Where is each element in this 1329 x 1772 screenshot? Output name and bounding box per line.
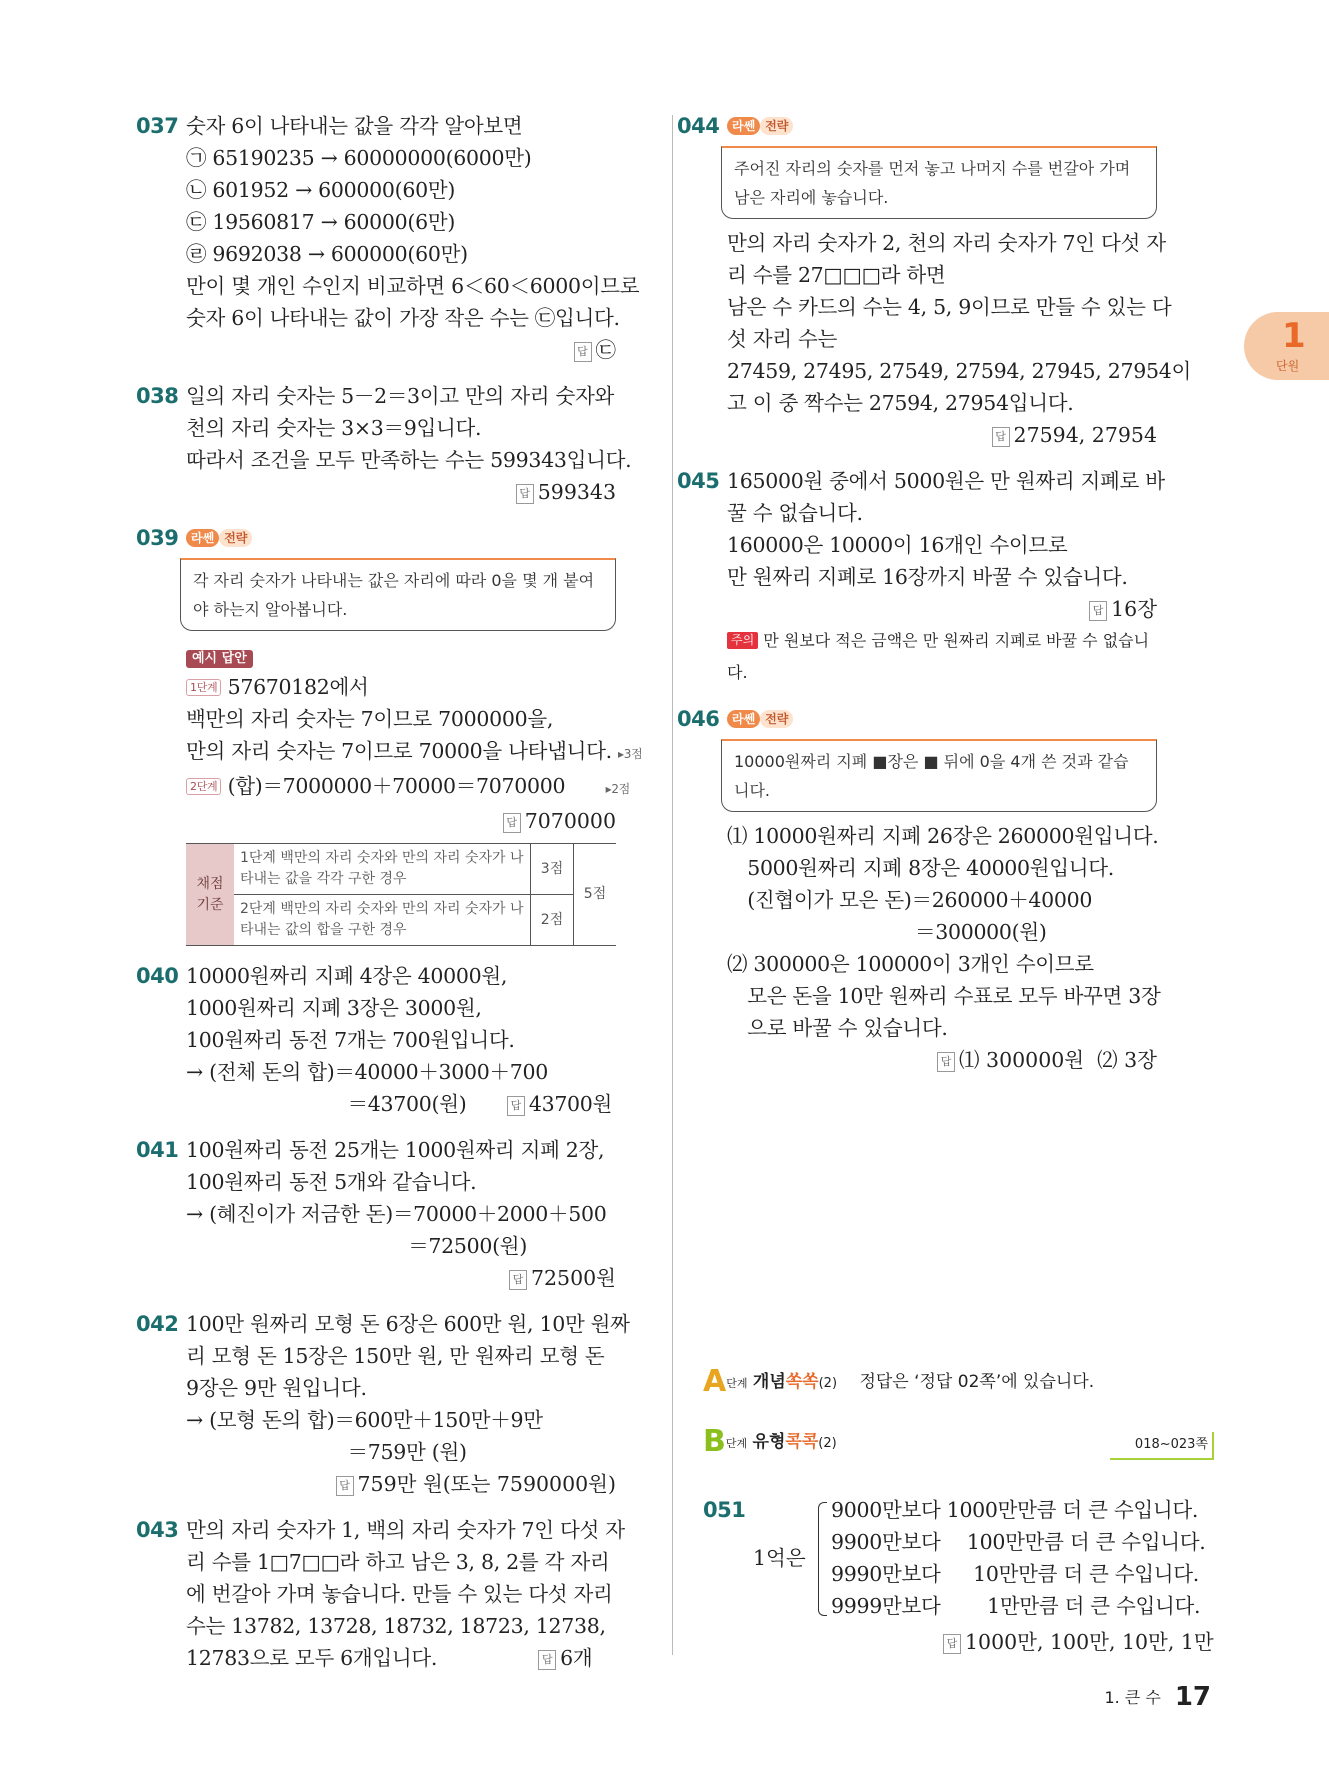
solution-line: 100원짜리 동전 25개는 1000원짜리 지폐 2장, bbox=[186, 1138, 605, 1162]
solution-line: ㉠ 65190235 → 60000000(6000만) bbox=[186, 146, 532, 170]
answer bbox=[943, 1626, 1214, 1658]
step-badge: 1단계 bbox=[186, 679, 221, 696]
section-a-step: 단계 bbox=[726, 1377, 748, 1390]
answer bbox=[186, 1468, 616, 1500]
solution-line: 1000원짜리 지폐 3장은 3000원, bbox=[186, 996, 482, 1020]
problem-044 bbox=[677, 110, 1191, 451]
solution-line: 리 수를 27□□□라 하면 bbox=[727, 263, 946, 287]
solution-line: 12783으로 모두 6개입니다. 답 6개 bbox=[186, 1646, 593, 1670]
answer-value: 599343 bbox=[537, 480, 616, 504]
answer-value: 16장 bbox=[1111, 597, 1157, 621]
section-a-text: 정답은 ‘정답 02쪽’에 있습니다. bbox=[859, 1372, 1095, 1392]
problem-038 bbox=[136, 380, 632, 508]
solution-line: 5000원짜리 지폐 8장은 40000원입니다. bbox=[727, 856, 1115, 880]
answer-icon: 답 bbox=[943, 1634, 961, 1654]
solution-line: 만이 몇 개인 수인지 비교하면 6＜60＜6000이므로 bbox=[186, 274, 640, 298]
solution-line: 만의 자리 숫자는 7이므로 70000을 나타냅니다. ▸3점 bbox=[186, 739, 643, 763]
solution-line: 숫자 6이 나타내는 값이 가장 작은 수는 ㉢입니다. bbox=[186, 306, 620, 330]
solution-line: → (모형 돈의 합)＝600만＋150만＋9만 bbox=[186, 1408, 543, 1432]
problem-045 bbox=[677, 465, 1165, 689]
solution-line: 100원짜리 동전 7개는 700원입니다. bbox=[186, 1028, 515, 1052]
solution-line: ⑴ 10000원짜리 지폐 26장은 260000원입니다. bbox=[727, 824, 1159, 848]
answer-icon: 답 bbox=[336, 1476, 354, 1496]
solution-line: 160000은 10000이 16개인 수이므로 bbox=[727, 533, 1068, 557]
right-column bbox=[677, 110, 1191, 1090]
chapter-tab bbox=[1244, 312, 1329, 380]
answer-value: 72500원 bbox=[530, 1266, 616, 1290]
answer-icon: 답 bbox=[503, 813, 521, 833]
solution-line: 모은 돈을 10만 원짜리 수표로 모두 바꾸면 3장 bbox=[727, 984, 1161, 1008]
problem-039 bbox=[136, 522, 643, 946]
answer-icon: 답 bbox=[509, 1270, 527, 1290]
solution-line: 10000원짜리 지폐 4장은 40000원, bbox=[186, 964, 508, 988]
section-b-step: 단계 bbox=[725, 1437, 748, 1450]
strategy-box bbox=[721, 146, 1157, 219]
points: ▸2점 bbox=[605, 782, 630, 796]
answer bbox=[727, 1044, 1157, 1076]
answer-icon: 답 bbox=[507, 1096, 525, 1116]
solution-line: 27459, 27495, 27549, 27594, 27945, 27954이 bbox=[727, 359, 1191, 383]
solution-line: 만의 자리 숫자가 1, 백의 자리 숫자가 7인 다섯 자 bbox=[186, 1518, 625, 1542]
answer-value: 759만 원(또는 7590000원) bbox=[357, 1472, 616, 1496]
section-a-title-accent: 쏙쏙 bbox=[785, 1372, 819, 1392]
answer-value: 7070000 bbox=[524, 809, 616, 833]
solution-line: 리 모형 돈 15장은 150만 원, 만 원짜리 모형 돈 bbox=[186, 1344, 605, 1368]
page-range-badge: 018~023쪽 bbox=[1110, 1432, 1214, 1460]
grading-points: 2점 bbox=[531, 895, 574, 946]
answer-value: ⑴ 300000원 ⑵ 3장 bbox=[959, 1048, 1157, 1072]
solution-line: ＝759만 (원) bbox=[186, 1440, 467, 1464]
problem-number: 051 bbox=[703, 1498, 746, 1522]
strategy-tag: 전략 bbox=[760, 710, 793, 728]
strategy-tag: 전략 bbox=[760, 117, 793, 135]
page-number: 17 bbox=[1174, 1682, 1211, 1712]
problem-051-lines bbox=[831, 1494, 1211, 1622]
solution-line: → (전체 돈의 합)＝40000＋3000＋700 bbox=[186, 1060, 548, 1084]
answer-icon: 답 bbox=[538, 1650, 556, 1670]
answer-icon: 답 bbox=[937, 1052, 955, 1072]
answer-icon: 답 bbox=[516, 484, 534, 504]
section-b-title: 유형 bbox=[752, 1432, 786, 1452]
problem-number: 044 bbox=[677, 114, 720, 138]
problem-number: 042 bbox=[136, 1312, 179, 1336]
chapter-tab-label: 단원 bbox=[1276, 359, 1300, 373]
raseen-tag: 라쎈 bbox=[727, 117, 760, 135]
problem-046 bbox=[677, 703, 1161, 1076]
answer-value: 27594, 27954 bbox=[1013, 423, 1157, 447]
section-b-num: (2) bbox=[818, 1436, 837, 1451]
section-a-title: 개념 bbox=[752, 1372, 786, 1392]
section-b-title-accent: 콕콕 bbox=[785, 1432, 819, 1452]
answer-value: 43700원 bbox=[528, 1092, 613, 1116]
answer bbox=[727, 419, 1157, 451]
solution-line: 만의 자리 숫자가 2, 천의 자리 숫자가 7인 다섯 자 bbox=[727, 231, 1166, 255]
brace bbox=[818, 1502, 827, 1616]
solution-line: 100만 원짜리 모형 돈 6장은 600만 원, 10만 원짜 bbox=[186, 1312, 630, 1336]
solution-line: 섯 자리 수는 bbox=[727, 327, 837, 351]
solution-line: 남은 수 카드의 수는 4, 5, 9이므로 만들 수 있는 다 bbox=[727, 295, 1172, 319]
caution-tag: 주의 bbox=[727, 632, 758, 649]
problem-number: 038 bbox=[136, 384, 179, 408]
solution-line: ＝43700(원) 답 43700원 bbox=[186, 1092, 613, 1116]
solution-line: ㉢ 19560817 → 60000(6만) bbox=[186, 210, 456, 234]
solution-line: 수는 13782, 13728, 18732, 18723, 12738, bbox=[186, 1614, 606, 1638]
strategy-box bbox=[721, 739, 1157, 812]
solution-line: 리 수를 1□7□□라 하고 남은 3, 8, 2를 각 자리 bbox=[186, 1550, 610, 1574]
solution-line: ㉣ 9692038 → 600000(60만) bbox=[186, 242, 468, 266]
solution-line: 일의 자리 숫자는 5－2＝3이고 만의 자리 숫자와 bbox=[186, 384, 614, 408]
page-footer bbox=[1104, 1682, 1211, 1712]
problem-number: 040 bbox=[136, 964, 179, 988]
grading-points: 3점 bbox=[531, 844, 574, 895]
grading-criterion: 2단계 백만의 자리 숫자와 만의 자리 숫자가 나타내는 값의 합을 구한 경우 bbox=[234, 895, 531, 946]
solution-line: 에 번갈아 가며 놓습니다. 만들 수 있는 다섯 자리 bbox=[186, 1582, 613, 1606]
solution-line: (진협이가 모은 돈)＝260000＋40000 bbox=[727, 888, 1093, 912]
points: ▸3점 bbox=[618, 747, 643, 761]
problem-number: 041 bbox=[136, 1138, 179, 1162]
solution-line: ㉡ 601952 → 600000(60만) bbox=[186, 178, 456, 202]
answer bbox=[186, 476, 616, 508]
grading-header: 채점 기준 bbox=[186, 844, 234, 946]
problem-043 bbox=[136, 1514, 625, 1674]
strategy-box bbox=[180, 558, 616, 631]
solution-line: ＝300000(원) bbox=[727, 920, 1047, 944]
grading-criterion: 1단계 백만의 자리 숫자와 만의 자리 숫자가 나타내는 값을 각각 구한 경우 bbox=[234, 844, 531, 895]
answer bbox=[186, 805, 616, 837]
solution-line: 1단계 57670182에서 bbox=[186, 671, 616, 703]
problem-number: 046 bbox=[677, 707, 720, 731]
column-divider bbox=[672, 115, 673, 1655]
section-b-letter: B bbox=[703, 1424, 726, 1459]
answer-icon: 답 bbox=[1089, 601, 1107, 621]
strategy-line: 야 하는지 알아봅니다. bbox=[193, 600, 348, 619]
answer-value: ㉢ bbox=[595, 338, 616, 362]
step-badge: 2단계 bbox=[186, 778, 221, 795]
problem-037 bbox=[136, 110, 640, 366]
problem-number: 039 bbox=[136, 526, 179, 550]
strategy-tag: 전략 bbox=[219, 529, 252, 547]
answer bbox=[186, 1262, 616, 1294]
raseen-tag: 라쎈 bbox=[727, 710, 760, 728]
solution-line: 165000원 중에서 5000원은 만 원짜리 지폐로 바 bbox=[727, 469, 1165, 493]
solution-line: 따라서 조건을 모두 만족하는 수는 599343입니다. bbox=[186, 448, 632, 472]
left-column bbox=[136, 110, 643, 1688]
solution-line: 9999만보다 1만만큼 더 큰 수입니다. bbox=[831, 1594, 1201, 1618]
answer-value: 1000만, 100만, 10만, 1만 bbox=[965, 1630, 1214, 1654]
answer-value: 6개 bbox=[560, 1646, 593, 1670]
strategy-line: 주어진 자리의 숫자를 먼저 놓고 나머지 수를 번갈아 가며 bbox=[734, 159, 1131, 178]
answer-icon: 답 bbox=[574, 342, 592, 362]
raseen-tag: 라쎈 bbox=[186, 529, 219, 547]
answer-icon: 답 bbox=[992, 427, 1010, 447]
solution-line: 9장은 9만 원입니다. bbox=[186, 1376, 367, 1400]
solution-line: 100원짜리 동전 5개와 같습니다. bbox=[186, 1170, 477, 1194]
solution-line: 2단계 (합)＝7000000＋70000＝7070000 ▸2점 bbox=[186, 770, 616, 805]
problem-number: 045 bbox=[677, 469, 720, 493]
problem-number: 037 bbox=[136, 114, 179, 138]
grading-table bbox=[186, 843, 616, 946]
solution-line: 9000만보다 1000만만큼 더 큰 수입니다. bbox=[831, 1498, 1199, 1522]
solution-line: ⑵ 300000은 100000이 3개인 수이므로 bbox=[727, 952, 1094, 976]
solution-line: 으로 바꿀 수 있습니다. bbox=[727, 1016, 948, 1040]
strategy-line: 각 자리 숫자가 나타내는 값은 자리에 따라 0을 몇 개 붙여 bbox=[193, 571, 595, 590]
grading-total: 5점 bbox=[574, 844, 617, 946]
strategy-line: 남은 자리에 놓습니다. bbox=[734, 188, 889, 207]
chapter-name: 1. 큰 수 bbox=[1104, 1688, 1161, 1707]
solution-line: 만 원짜리 지폐로 16장까지 바꿀 수 있습니다. bbox=[727, 565, 1128, 589]
solution-line: 9900만보다 100만만큼 더 큰 수입니다. bbox=[831, 1530, 1206, 1554]
solution-line: 숫자 6이 나타내는 값을 각각 알아보면 bbox=[186, 114, 523, 138]
problem-041 bbox=[136, 1134, 616, 1294]
chapter-tab-number: 1 bbox=[1282, 316, 1306, 356]
section-b-header bbox=[703, 1424, 837, 1459]
problem-051-label: 1억은 bbox=[753, 1546, 806, 1570]
solution-line: → (혜진이가 저금한 돈)＝70000＋2000＋500 bbox=[186, 1202, 607, 1226]
example-answer-badge: 예시 답안 bbox=[186, 650, 253, 668]
problem-040 bbox=[136, 960, 616, 1120]
solution-line: 백만의 자리 숫자는 7이므로 7000000을, bbox=[186, 707, 554, 731]
section-a-num: (2) bbox=[818, 1376, 838, 1391]
problem-number: 043 bbox=[136, 1518, 179, 1542]
strategy-line: 니다. bbox=[734, 781, 770, 800]
solution-line: ＝72500(원) bbox=[186, 1234, 528, 1258]
solution-line: 꿀 수 없습니다. bbox=[727, 501, 863, 525]
solution-line: 고 이 중 짝수는 27594, 27954입니다. bbox=[727, 391, 1074, 415]
answer bbox=[727, 593, 1157, 625]
solution-line: 9990만보다 10만만큼 더 큰 수입니다. bbox=[831, 1562, 1199, 1586]
solution-line: 천의 자리 숫자는 3×3＝9입니다. bbox=[186, 416, 482, 440]
problem-042 bbox=[136, 1308, 630, 1500]
section-a-letter: A bbox=[703, 1364, 727, 1399]
caution-note: 주의 만 원보다 적은 금액은 만 원짜리 지폐로 바꿀 수 없습니다. bbox=[727, 631, 1150, 682]
section-a-header bbox=[703, 1364, 1094, 1399]
strategy-line: 10000원짜리 지폐 ■장은 ■ 뒤에 0을 4개 쓴 것과 같습 bbox=[734, 752, 1129, 771]
answer bbox=[186, 334, 616, 366]
